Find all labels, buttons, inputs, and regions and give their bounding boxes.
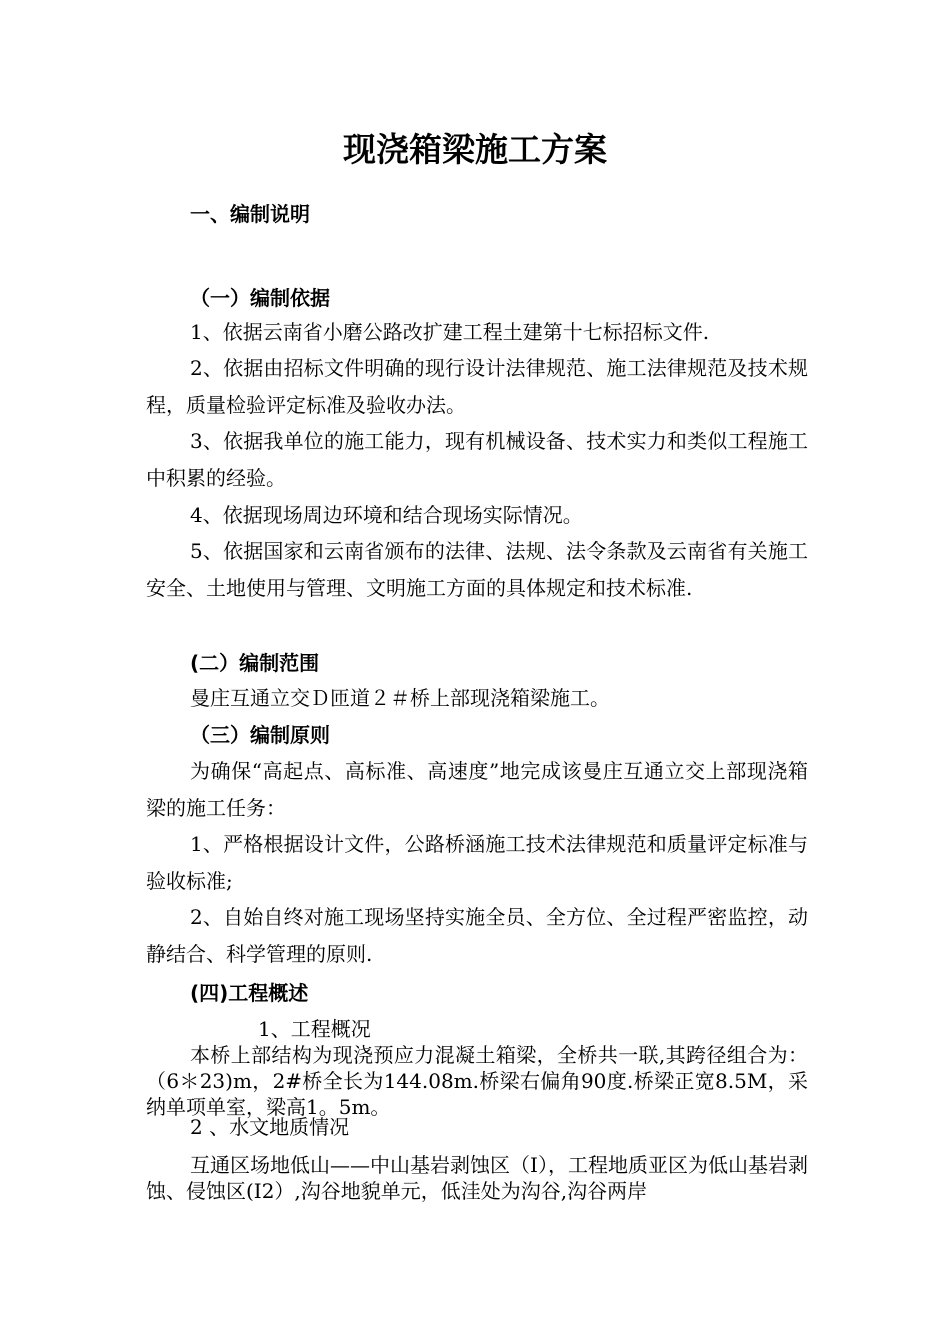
basis-item-5: 5、依据国家和云南省颁布的法律、法规、法令条款及云南省有关施工安全、土地使用与管理、文明施工方面的具体规定和技术标准. <box>146 539 808 600</box>
document-title: 现浇箱梁施工方案 <box>343 130 607 169</box>
basis-item-2: 2、依据由招标文件明确的现行设计法律规范、施工法律规范及技术规程，质量检验评定标准及验收办法。 <box>146 356 808 417</box>
principles-item-2: 2、自始自终对施工现场坚持实施全员、全方位、全过程严密监控，动静结合、科学管理的原则. <box>146 905 808 966</box>
scope-text: 曼庄互通立交Ｄ匝道２＃桥上部现浇箱梁施工。 <box>190 686 610 710</box>
overview-sub2-text: 互通区场地低山——中山基岩剥蚀区（I），工程地质亚区为低山基岩剥蚀、侵蚀区(I2）,沟谷地貌单元，低洼处为沟谷,沟谷两岸 <box>146 1153 808 1203</box>
basis-item-3: 3、依据我单位的施工能力，现有机械设备、技术实力和类似工程施工中积累的经验。 <box>146 429 808 490</box>
overview-sub1-text: 本桥上部结构为现浇预应力混凝土箱梁，全桥共一联,其跨径组合为：（6＊23)m，2#桥全长为144.08m.桥梁右偏角90度.桥梁正宽8.5M，采纳单项单室，梁高1。5m。 <box>146 1043 808 1119</box>
overview-sub1-heading: 1、工程概况 <box>258 1017 371 1041</box>
basis-item-1: 1、依据云南省小磨公路改扩建工程土建第十七标招标文件. <box>190 320 710 344</box>
overview-sub2-heading: 2 、水文地质情况 <box>190 1115 350 1139</box>
subheading-basis: （一）编制依据 <box>190 286 330 310</box>
subheading-overview: (四)工程概述 <box>190 981 309 1005</box>
section-heading-compilation-notes: 一、编制说明 <box>190 202 310 226</box>
subheading-principles: （三）编制原则 <box>190 723 330 747</box>
basis-item-4: 4、依据现场周边环境和结合现场实际情况。 <box>190 503 583 527</box>
subheading-scope: (二）编制范围 <box>190 651 320 675</box>
principles-item-1: 1、严格根据设计文件，公路桥涵施工技术法律规范和质量评定标准与验收标准; <box>146 832 808 893</box>
principles-intro: 为确保“高起点、高标准、高速度”地完成该曼庄互通立交上部现浇箱梁的施工任务： <box>146 759 808 820</box>
